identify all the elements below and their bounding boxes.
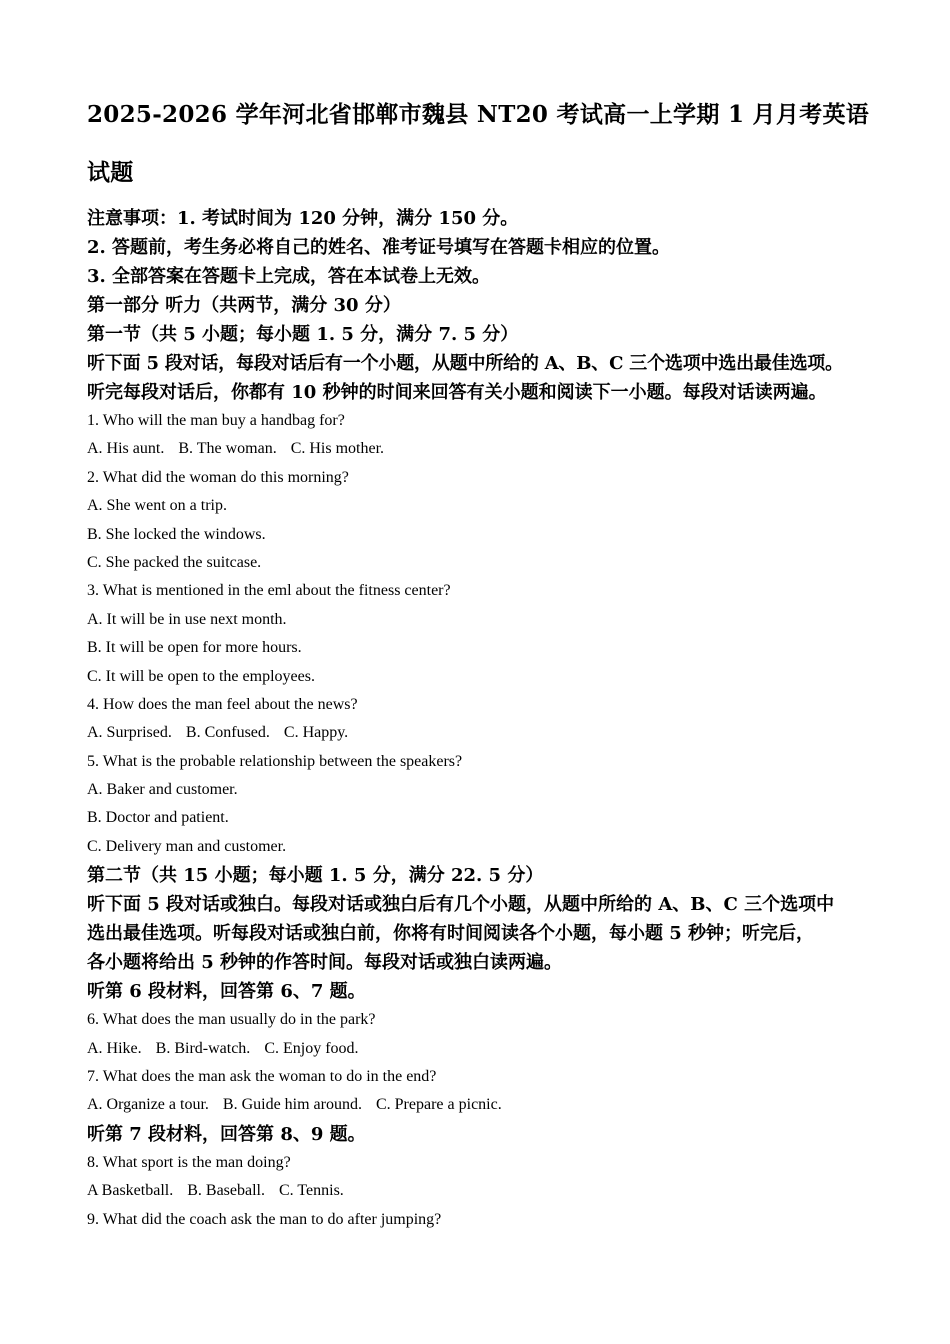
section1-heading: 第一节（共 5 小题；每小题 1. 5 分，满分 7. 5 分）: [87, 324, 519, 345]
question-7: 7. What does the man ask the woman to do in the end?: [87, 1068, 437, 1086]
part1-heading: 第一部分 听力（共两节，满分 30 分）: [87, 295, 401, 316]
question-4-options: [87, 719, 887, 747]
option-c: C. Happy.: [283, 724, 349, 742]
option-b: B. It will be open for more hours.: [87, 639, 302, 657]
exam-title-line1: 2025-2026 学年河北省邯郸市魏县 NT20 考试高一上学期 1 月月考英语: [87, 101, 870, 128]
exam-title-line2: 试题: [87, 159, 134, 186]
question-5: 5. What is the probable relationship between the speakers?: [87, 752, 463, 770]
section1-instruction: 听下面 5 段对话，每段对话后有一个小题，从题中所给的 A、B、C 三个选项中选出最佳选项。: [87, 353, 843, 374]
option-b: B. The woman.: [178, 440, 277, 458]
question-1-options: [87, 435, 887, 463]
option-a: A. It will be in use next month.: [87, 610, 287, 628]
option-b: B. Baseball.: [187, 1182, 265, 1200]
option-a: A Basketball.: [87, 1182, 174, 1200]
option-a: A. Organize a tour.: [87, 1096, 209, 1114]
option-c: C. It will be open to the employees.: [87, 667, 315, 685]
option-c: C. Prepare a picnic.: [375, 1096, 502, 1114]
option-b: B. Doctor and patient.: [87, 809, 229, 827]
option-b: B. Bird-watch.: [155, 1039, 251, 1057]
question-7-options: [87, 1091, 887, 1119]
notice-item: 3. 全部答案在答题卡上完成，答在本试卷上无效。: [87, 266, 491, 287]
question-6: 6. What does the man usually do in the park?: [87, 1011, 376, 1029]
material-6-heading: 听第 6 段材料，回答第 6、7 题。: [87, 981, 366, 1003]
notice-item: 2. 答题前，考生务必将自己的姓名、准考证号填写在答题卡相应的位置。: [87, 237, 671, 258]
exam-page: [87, 86, 887, 1234]
question-8: 8. What sport is the man doing?: [87, 1153, 291, 1171]
option-b: B. Confused.: [185, 724, 270, 742]
notice-item: 注意事项：1. 考试时间为 120 分钟，满分 150 分。: [87, 208, 519, 229]
option-a: A. Hike.: [87, 1039, 142, 1057]
question-9: 9. What did the coach ask the man to do after jumping?: [87, 1210, 442, 1228]
question-1: 1. Who will the man buy a handbag for?: [87, 412, 345, 429]
question-3: 3. What is mentioned in the eml about the fitness center?: [87, 582, 451, 600]
option-b: B. She locked the windows.: [87, 525, 266, 543]
option-c: C. Delivery man and customer.: [87, 837, 287, 855]
option-c: C. Tennis.: [278, 1182, 344, 1200]
question-4: 4. How does the man feel about the news?: [87, 695, 358, 713]
section2-heading: 第二节（共 15 小题；每小题 1. 5 分，满分 22. 5 分）: [87, 865, 544, 887]
question-2: 2. What did the woman do this morning?: [87, 468, 349, 486]
option-b: B. Guide him around.: [222, 1096, 362, 1114]
option-c: C. She packed the suitcase.: [87, 553, 262, 571]
section2-instruction: 选出最佳选项。听每段对话或独白前，你将有时间阅读各个小题，每小题 5 秒钟；听完后，: [87, 923, 815, 945]
question-6-options: [87, 1035, 887, 1063]
section2-instruction: 听下面 5 段对话或独白。每段对话或独白后有几个小题，从题中所给的 A、B、C 三个选项中: [87, 894, 835, 916]
question-8-options: [87, 1177, 887, 1205]
option-a: A. Baker and customer.: [87, 781, 238, 799]
option-a: A. Surprised.: [87, 724, 172, 742]
section2-instruction: 各小题将给出 5 秒钟的作答时间。每段对话或独白读两遍。: [87, 952, 563, 974]
option-a: A. She went on a trip.: [87, 497, 227, 515]
material-7-heading: 听第 7 段材料，回答第 8、9 题。: [87, 1123, 366, 1145]
section1-instruction: 听完每段对话后，你都有 10 秒钟的时间来回答有关小题和阅读下一小题。每段对话读两遍。: [87, 382, 827, 403]
option-c: C. His mother.: [290, 440, 385, 458]
option-a: A. His aunt.: [87, 440, 165, 458]
option-c: C. Enjoy food.: [264, 1039, 359, 1057]
